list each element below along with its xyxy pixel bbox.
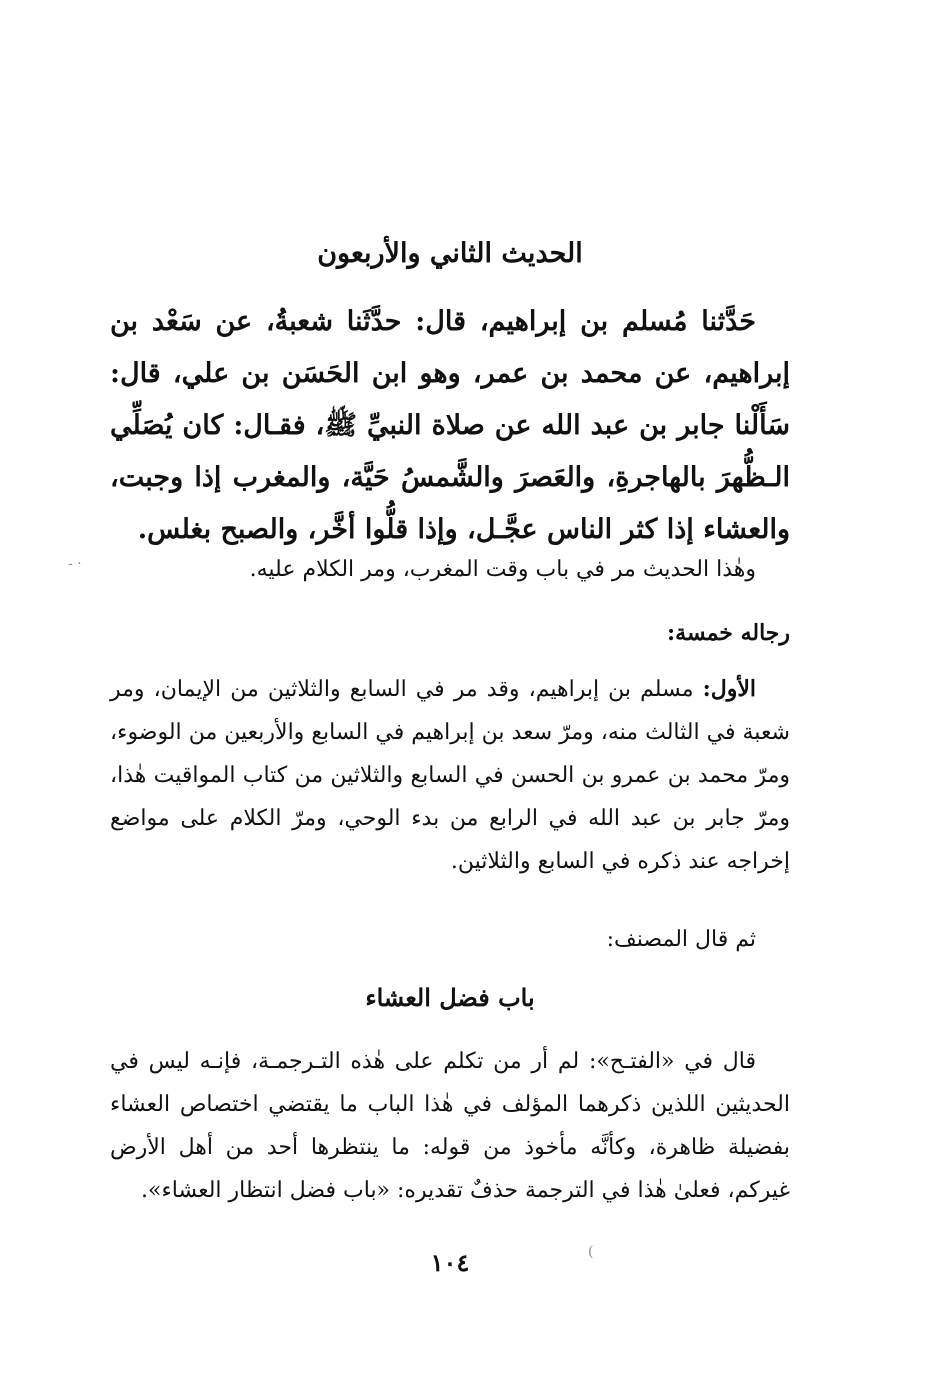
- scan-speck: (: [588, 1244, 594, 1260]
- scan-speck: - ·: [68, 556, 82, 572]
- book-page: [110, 0, 790, 1373]
- note-paragraph: وهٰذا الحديث مر في باب وقت المغرب، ومر الكلام عليه.: [249, 557, 756, 582]
- commentary-paragraph: قال في «الفتـح»: لم أر من تكلم على هٰذه التـرجمـة، فإنـه ليس في الحديثين اللذين ذكرهما المؤلف في هٰذا الباب ما يقتضي اختصاص العشاء بفضيلة ظاهرة، وكأنَّه مأخوذ من قوله: ما ينتظرها أحد من أهل الأرض غيركم، فعلىٰ هٰذا في الترجمة حذفٌ تقديره: «باب فضل انتظار العشاء».: [110, 1049, 790, 1203]
- narrators-text: مسلم بن إبراهيم، وقد مر في السابع والثلاثين من الإيمان، ومر شعبة في الثالث منه، ومرّ سعد بن إبراهيم في السابع والأربعين من الوضوء، ومرّ محمد بن عمرو بن الحسن في السابع والثلاثين من كتاب المواقيت هٰذا، ومرّ جابر بن عبد الله في الرابع من بدء الوحي، ومرّ الكلام على مواضع إخراجه عند ذكره في السابع والثلاثين.: [110, 677, 790, 874]
- narrators-label: الأول:: [702, 676, 756, 702]
- page-number: ١٠٤: [430, 1248, 470, 1277]
- narrators-heading: رجاله خمسة:: [667, 620, 790, 646]
- author-said: ثم قال المصنف:: [606, 927, 756, 952]
- narrators-paragraph: [110, 668, 790, 883]
- hadith-text: حَدَّثنا مُسلم بن إبراهيم، قال: حدَّثَنا شعبةُ، عن سَعْد بن إبراهيم، عن محمد بن عمر، وهو ابن الحَسَن بن علي، قال: سَأَلْنا جابر بن عبد الله عن صلاة النبيِّ ﷺ، فقـال: كان يُصَلِّي الـظُّهرَ بالهاجرةِ، والعَصرَ والشَّمسُ حَيَّة، والمغرب إذا وجبت، والعشاء إذا كثر الناس عجَّـل، وإذا قلُّوا أخَّر، والصبح بغلس.: [110, 306, 790, 545]
- hadith-heading: الحديث الثاني والأربعون: [317, 238, 583, 269]
- chapter-title: باب فضل العشاء: [365, 983, 535, 1012]
